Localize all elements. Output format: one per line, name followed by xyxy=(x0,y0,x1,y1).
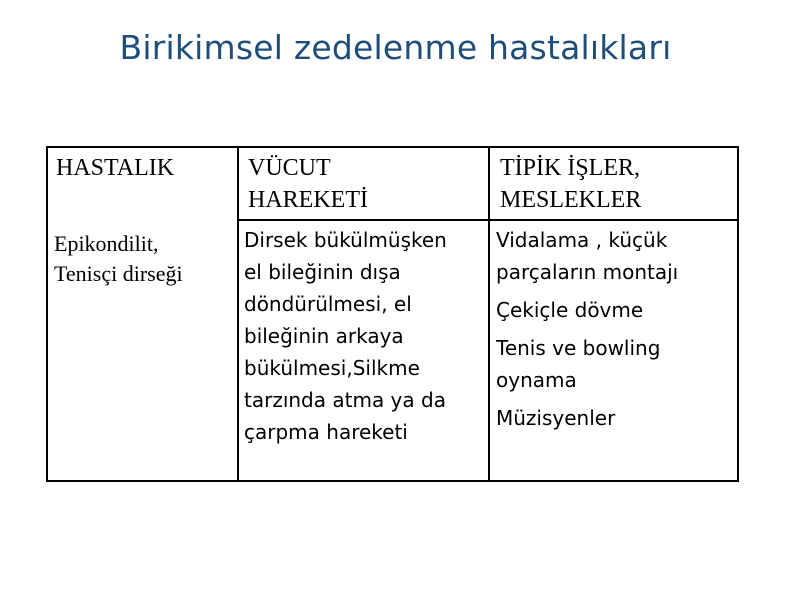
cell-jobs xyxy=(496,224,678,434)
movement-text: tarzında atma ya da xyxy=(244,388,446,412)
header-label: MESLEKLER xyxy=(500,187,642,213)
movement-text: döndürülmesi, el xyxy=(244,292,412,316)
movement-text: bileğinin arkaya xyxy=(244,324,404,348)
disease-table xyxy=(46,146,739,482)
column-divider xyxy=(488,148,490,480)
header-label: HAREKETİ xyxy=(248,187,368,213)
header-tipik-isler xyxy=(500,152,641,216)
movement-text: çarpma hareketi xyxy=(244,420,408,444)
disease-text: Epikondilit, xyxy=(54,231,159,256)
job-text: Vidalama , küçük xyxy=(496,228,668,252)
header-label: TİPİK İŞLER, xyxy=(500,155,640,181)
header-label: HASTALIK xyxy=(56,155,175,181)
header-hastalik xyxy=(56,152,174,184)
job-text: parçaların montajı xyxy=(496,260,679,284)
slide-title: Birikimsel zedelenme hastalıkları xyxy=(119,28,672,67)
job-text: Müzisyenler xyxy=(496,406,616,430)
job-text: oynama xyxy=(496,368,577,392)
movement-text: bükülmesi,Silkme xyxy=(244,356,420,380)
header-divider xyxy=(237,219,737,221)
movement-text: Dirsek bükülmüşken xyxy=(244,228,447,252)
cell-movement xyxy=(244,224,447,448)
movement-text: el bileğinin dışa xyxy=(244,260,401,284)
column-divider xyxy=(237,148,239,480)
header-label: VÜCUT xyxy=(248,155,331,181)
disease-text: Tenisçi dirseği xyxy=(54,261,183,286)
header-vucut-hareketi xyxy=(248,152,368,216)
cell-disease xyxy=(54,229,183,289)
job-text: Çekiçle dövme xyxy=(496,298,644,322)
job-text: Tenis ve bowling xyxy=(496,336,661,360)
